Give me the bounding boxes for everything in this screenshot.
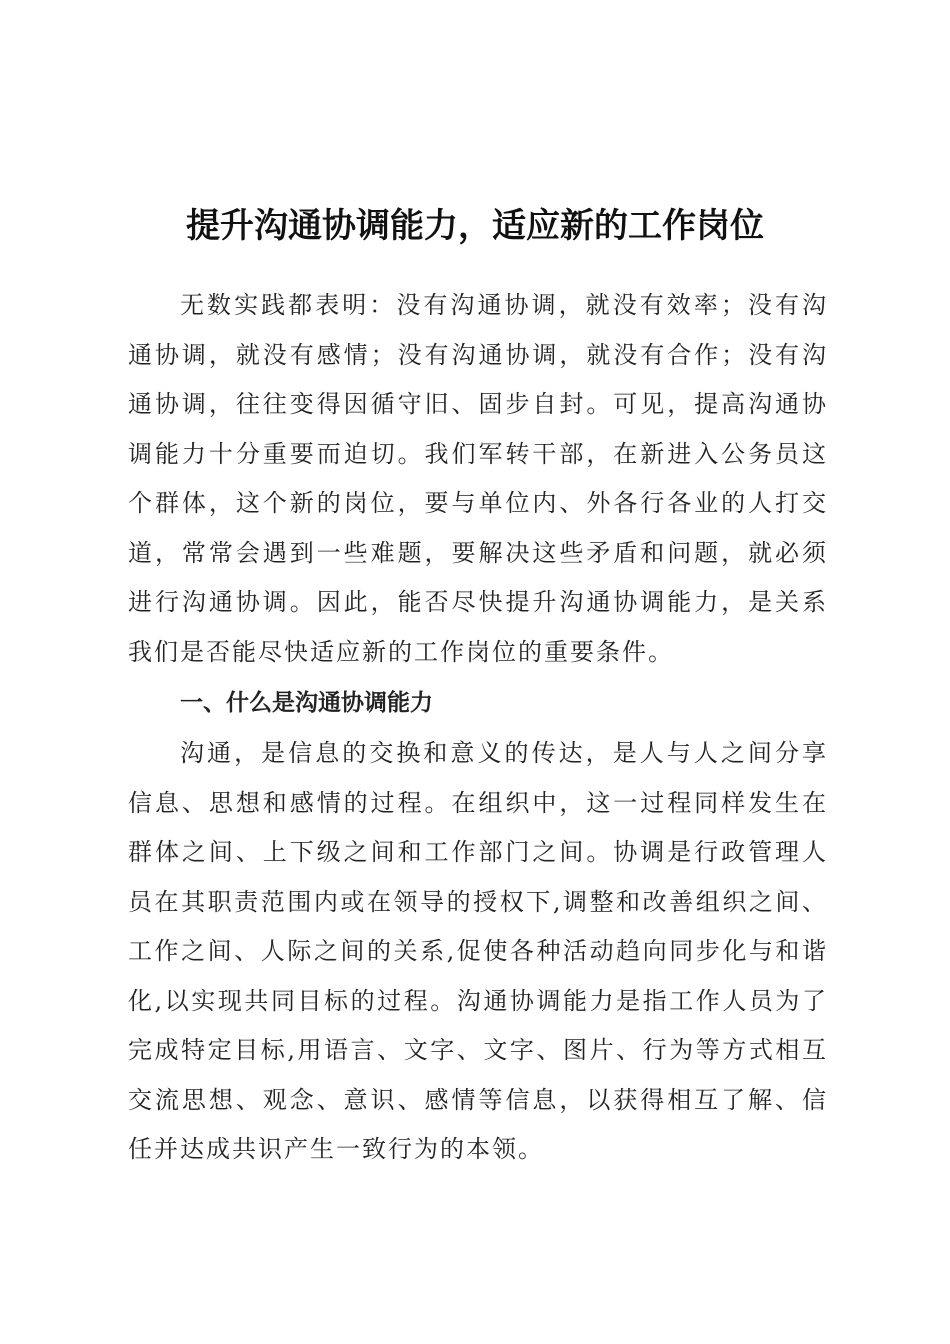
section-heading: 一、什么是沟通协调能力 — [180, 690, 433, 716]
paragraph-intro: 无数实践都表明：没有沟通协调，就没有效率；没有沟通协调，就没有感情；没有沟通协调，就没有合作；没有沟通协调，往往变得因循守旧、固步自封。可见，提高沟通协调能力十分重要而迫切。我们军转干部，在新进入公务员这个群体，这个新的岗位，要与单位内、外各行各业的人打交道，常常会遇到一些难题，要解决这些矛盾和问题，就必须进行沟通协调。因此，能否尽快提升沟通协调能力，是关系我们是否能尽快适应新的工作岗位的重要条件。 — [128, 291, 828, 666]
paragraph-definition: 沟通，是信息的交换和意义的传达，是人与人之间分享信息、思想和感情的过程。在组织中，这一过程同样发生在群体之间、上下级之间和工作部门之间。协调是行政管理人员在其职责范围内或在领导的授权下,调整和改善组织之间、工作之间、人际之间的关系,促使各种活动趋向同步化与和谐化,以实现共同目标的过程。沟通协调能力是指工作人员为了完成特定目标,用语言、文字、文字、图片、行为等方式相互交流思想、观念、意识、感情等信息，以获得相互了解、信任并达成共识产生一致行为的本领。 — [128, 739, 828, 1163]
document-title: 提升沟通协调能力，适应新的工作岗位 — [186, 205, 764, 246]
